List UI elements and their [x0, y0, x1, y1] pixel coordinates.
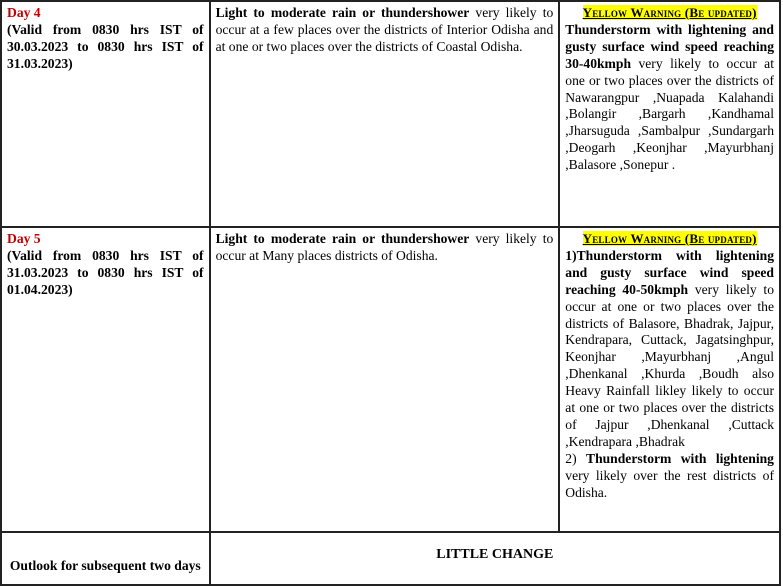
- day-cell: [1, 227, 210, 532]
- forecast-bold: Light to moderate rain or thundershower: [215, 5, 470, 20]
- forecast-text: [216, 231, 554, 265]
- table-row-day5: [1, 227, 780, 532]
- warning-bold: Thunderstorm with lightening and gusty surface wind speed reaching 30-40kmph: [565, 21, 774, 71]
- forecast-text: [216, 5, 554, 56]
- day-cell: [1, 1, 210, 227]
- warning-cell: [559, 227, 780, 532]
- outlook-value-cell: [210, 532, 780, 585]
- day-label: Day 4: [7, 5, 41, 20]
- forecast-rest: very likely to occur at a few places over the districts of Interior Odisha and at one or two places over the districts of Coastal Odisha.: [215, 5, 554, 54]
- forecast-rest: very likely to occur at Many places districts of Odisha.: [215, 231, 554, 263]
- forecast-cell: [210, 227, 560, 532]
- warning-cell: [559, 1, 780, 227]
- warning-text-2: [565, 451, 774, 502]
- forecast-cell: [210, 1, 560, 227]
- warning-label: [565, 5, 774, 22]
- warning-label-text: Yellow Warning (Be updated): [582, 231, 757, 246]
- validity-period: (Valid from 0830 hrs IST of 31.03.2023 to 0830 hrs IST of 01.04.2023): [7, 247, 204, 297]
- warning2-prefix: 2): [565, 450, 586, 466]
- warning-text: [565, 22, 774, 174]
- warning-rest: very likely to occur at one or two places over the districts of Nawarangpur ,Nuapada Kalahandi ,Bolangir ,Bargarh ,Kandhamal ,Jharsuguda ,Sambalpur ,Sundargarh ,Deogarh ,Keonjhar ,Mayurbhanj ,Balasore ,Sonepur .: [565, 55, 774, 173]
- day-label: Day 5: [7, 231, 41, 246]
- warning-label: [565, 231, 774, 248]
- warning2-rest: very likely over the rest districts of Odisha.: [565, 467, 774, 500]
- outlook-label-cell: [1, 532, 210, 585]
- warning2-bold: Thunderstorm with lightening: [586, 450, 774, 466]
- validity-period: (Valid from 0830 hrs IST of 30.03.2023 to 0830 hrs IST of 31.03.2023): [7, 21, 204, 71]
- table-row-outlook: [1, 532, 780, 585]
- warning-bold: 1)Thunderstorm with lightening and gusty surface wind speed reaching 40-50kmph: [565, 247, 774, 297]
- warning-rest: very likely to occur at one or two places over the districts of Balasore, Bhadrak, Jajpur, Kendrapara, Cuttack, Jagatsinghpur, Keonjhar ,Mayurbhanj ,Angul ,Dhenkanal ,Khurda ,Boudh also Heavy Rainfall likley likely to occur at one or two places over the districts of Jajpur ,Dhenkanal ,Cuttack ,Kendrapara ,Bhadrak: [565, 281, 774, 449]
- warning-text: [565, 248, 774, 451]
- outlook-value: LITTLE CHANGE: [436, 546, 554, 562]
- table-row-day4: [1, 1, 780, 227]
- outlook-label: Outlook for subsequent two days: [9, 557, 201, 573]
- forecast-bold: Light to moderate rain or thundershower: [215, 231, 470, 246]
- warning-label-text: Yellow Warning (Be updated): [582, 5, 757, 20]
